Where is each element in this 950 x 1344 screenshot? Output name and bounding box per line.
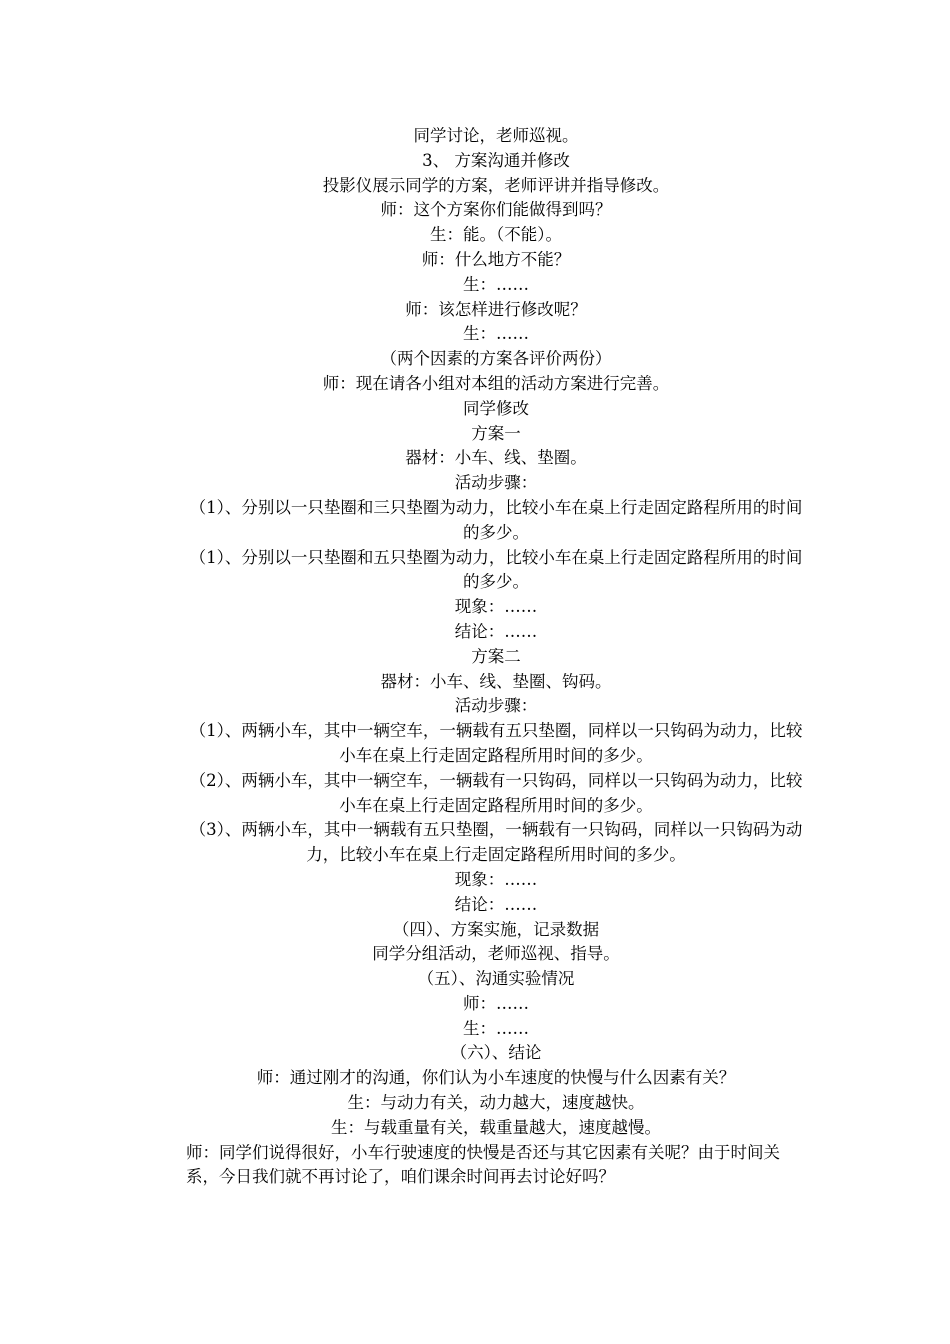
dialogue-line: 生：…… [463,1018,529,1038]
section-heading: （五）、沟通实验情况 [417,969,575,989]
text-line: 同学修改 [463,398,529,418]
dialogue-line: 生：…… [463,324,529,344]
dialogue-line: 师：该怎样进行修改呢？ [405,299,587,319]
step-item: （3）、两辆小车，其中一辆载有五只垫圈，一辆载有一只钩码，同样以一只钩码为动力，比较小车在桌上行走固定路程所用时间的多少。 [189,820,803,865]
steps-heading: 活动步骤： [454,473,538,493]
step-item: （1）、分别以一只垫圈和三只垫圈为动力，比较小车在桌上行走固定路程所用的时间的多少。 [189,497,803,542]
section-heading: 3、 方案沟通并修改 [422,150,570,170]
dialogue-line: 生：与动力有关，动力越大，速度越快。 [347,1093,645,1113]
dialogue-line: 生：与载重量有关，载重量越大，速度越慢。 [331,1117,661,1137]
text-line: 同学分组活动，老师巡视、指导。 [372,944,620,964]
conclusion-line: 结论：…… [454,621,538,641]
note-line: （两个因素的方案各评价两份） [380,349,612,369]
text-line: 同学讨论，老师巡视。 [413,126,579,145]
step-item: （1）、两辆小车，其中一辆空车，一辆载有五只垫圈，同样以一只钩码为动力，比较小车在桌上行走固定路程所用时间的多少。 [189,721,803,765]
dialogue-line: 师：通过刚才的沟通，你们认为小车速度的快慢与什么因素有关？ [256,1068,736,1088]
section-heading: （四）、方案实施，记录数据 [392,919,600,939]
dialogue-line: 师：什么地方不能？ [421,249,571,269]
phenomenon-line: 现象：…… [454,869,538,889]
closing-paragraph: 师：同学们说得很好，小车行驶速度的快慢是否还与其它因素有关呢？由于时间关系，今日我们就不再讨论了，咱们课余时间再去讨论好吗？ [186,1142,780,1187]
dialogue-line: 生：能。（不能）。 [430,225,562,245]
section-heading: （六）、结论 [450,1043,542,1063]
phenomenon-line: 现象：…… [454,597,538,617]
plan-title: 方案一 [471,423,521,443]
step-item: （2）、两辆小车，其中一辆空车，一辆载有一只钩码，同样以一只钩码为动力，比较小车在桌上行走固定路程所用时间的多少。 [189,770,803,815]
plan-title: 方案二 [471,646,521,666]
dialogue-line: 师：现在请各小组对本组的活动方案进行完善。 [322,373,670,393]
dialogue-line: 生：…… [463,274,529,294]
steps-heading: 活动步骤： [454,696,538,716]
conclusion-line: 结论：…… [454,894,538,914]
dialogue-line: 师：这个方案你们能做得到吗？ [380,200,612,220]
text-line: 投影仪展示同学的方案，老师评讲并指导修改。 [322,175,670,195]
step-item: （1）、分别以一只垫圈和五只垫圈为动力，比较小车在桌上行走固定路程所用的时间的多少。 [189,547,803,592]
materials-line: 器材：小车、线、垫圈、钩码。 [380,671,612,691]
document-body [186,124,806,1190]
materials-line: 器材：小车、线、垫圈。 [405,448,587,468]
dialogue-line: 师：…… [463,993,529,1013]
